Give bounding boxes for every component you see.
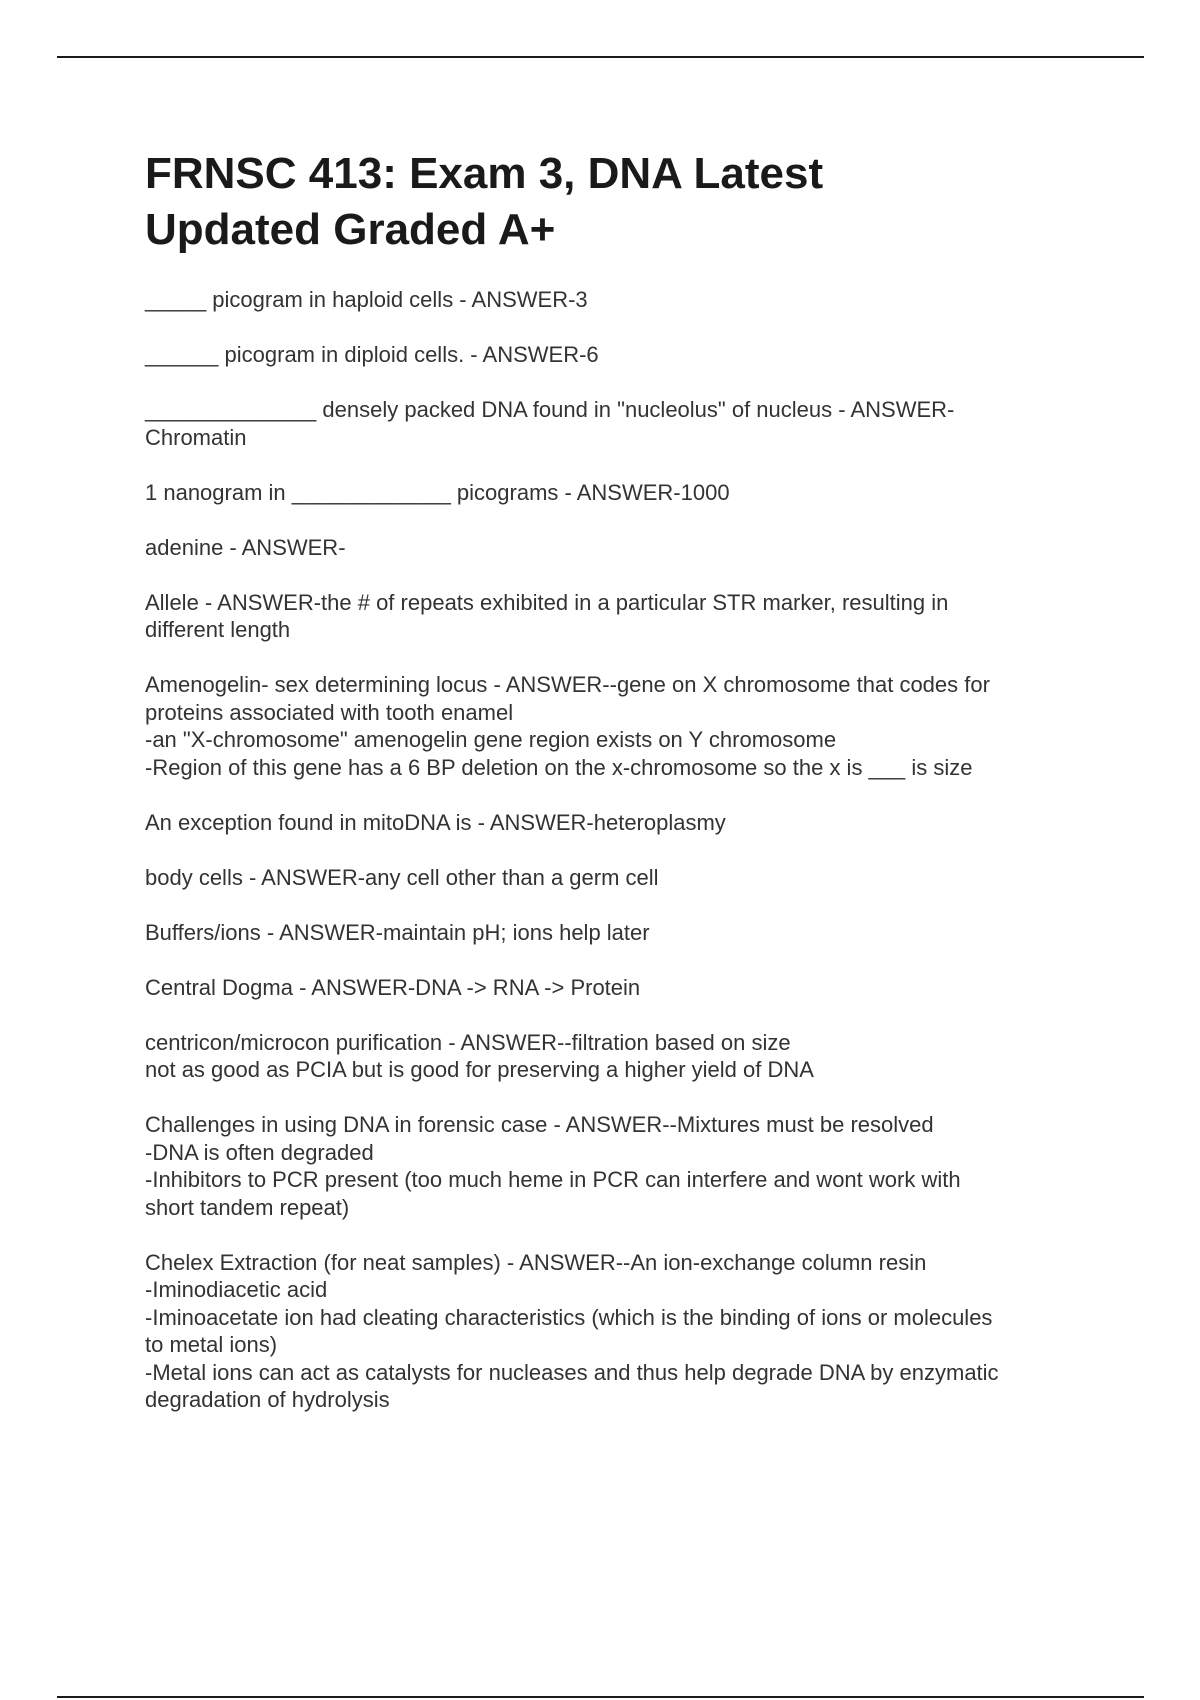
entry-line: not as good as PCIA but is good for preserving a higher yield of DNA (145, 1057, 814, 1082)
title-highlight (145, 146, 1095, 258)
entry-line: -Inhibitors to PCR present (too much heme in PCR can interfere and wont work with (145, 1167, 961, 1192)
entry-line: Challenges in using DNA in forensic case - ANSWER--Mixtures must be resolved (145, 1112, 934, 1137)
flashcard-entry (145, 1111, 1095, 1221)
entry-line: to metal ions) (145, 1332, 278, 1357)
entry-line: ______________ densely packed DNA found in "nucleolus" of nucleus - ANSWER- (145, 397, 955, 422)
entry-line: Chelex Extraction (for neat samples) - ANSWER--An ion-exchange column resin (145, 1249, 927, 1275)
entry-line: short tandem repeat) (145, 1194, 350, 1220)
flashcard-entry (145, 974, 1095, 1002)
title-line: FRNSC 413: Exam 3, DNA Latest (145, 149, 824, 198)
entry-line: An exception found in mitoDNA is - ANSWER-heteroplasmy (145, 809, 726, 835)
entry-line: different length (145, 617, 291, 642)
entry-line: degradation of hydrolysis (145, 1387, 390, 1412)
entry-line: Central Dogma - ANSWER-DNA -> RNA -> Protein (145, 974, 641, 1000)
flashcard-entry (145, 589, 1095, 644)
flashcard-entry (145, 479, 1095, 507)
document-title (145, 146, 1095, 258)
entry-line: -Metal ions can act as catalysts for nucleases and thus help degrade DNA by enzymatic (145, 1359, 999, 1385)
flashcard-entry (145, 534, 1095, 562)
document-body (145, 146, 1095, 1441)
flashcard-entry (145, 864, 1095, 892)
flashcard-entry (145, 1249, 1095, 1414)
entry-line: Chromatin (145, 424, 247, 450)
flashcard-entry (145, 809, 1095, 837)
entry-line: -Region of this gene has a 6 BP deletion on the x-chromosome so the x is ___ is size (145, 754, 973, 780)
entry-line: centricon/microcon purification - ANSWER--filtration based on size (145, 1029, 791, 1055)
entry-line: proteins associated with tooth enamel (145, 699, 514, 725)
title-line: Updated Graded A+ (145, 205, 556, 254)
entry-line: -an "X-chromosome" amenogelin gene region exists on Y chromosome (145, 727, 837, 752)
flashcard-entry (145, 671, 1095, 781)
bottom-rule (57, 1696, 1144, 1698)
flashcard-entry (145, 396, 1095, 451)
entry-line: Buffers/ions - ANSWER-maintain pH; ions help later (145, 919, 650, 945)
flashcard-entry (145, 1029, 1095, 1084)
entry-line: 1 nanogram in _____________ picograms - ANSWER-1000 (145, 479, 730, 505)
entry-line: -DNA is often degraded (145, 1139, 374, 1165)
entry-line: Allele - ANSWER-the # of repeats exhibited in a particular STR marker, resulting in (145, 589, 949, 615)
entry-line: body cells - ANSWER-any cell other than a germ cell (145, 864, 659, 890)
flashcard-list (145, 286, 1095, 1414)
entry-line: -Iminoacetate ion had cleating characteristics (which is the binding of ions or molecules (145, 1304, 993, 1330)
top-rule (57, 56, 1144, 58)
flashcard-entry (145, 919, 1095, 947)
flashcard-entry (145, 341, 1095, 369)
flashcard-entry (145, 286, 1095, 314)
entry-line: Amenogelin- sex determining locus - ANSWER--gene on X chromosome that codes for (145, 672, 990, 697)
entry-line: adenine - ANSWER- (145, 534, 346, 560)
entry-line: -Iminodiacetic acid (145, 1277, 328, 1302)
entry-line: _____ picogram in haploid cells - ANSWER-3 (145, 287, 588, 312)
entry-line: ______ picogram in diploid cells. - ANSWER-6 (145, 342, 599, 367)
